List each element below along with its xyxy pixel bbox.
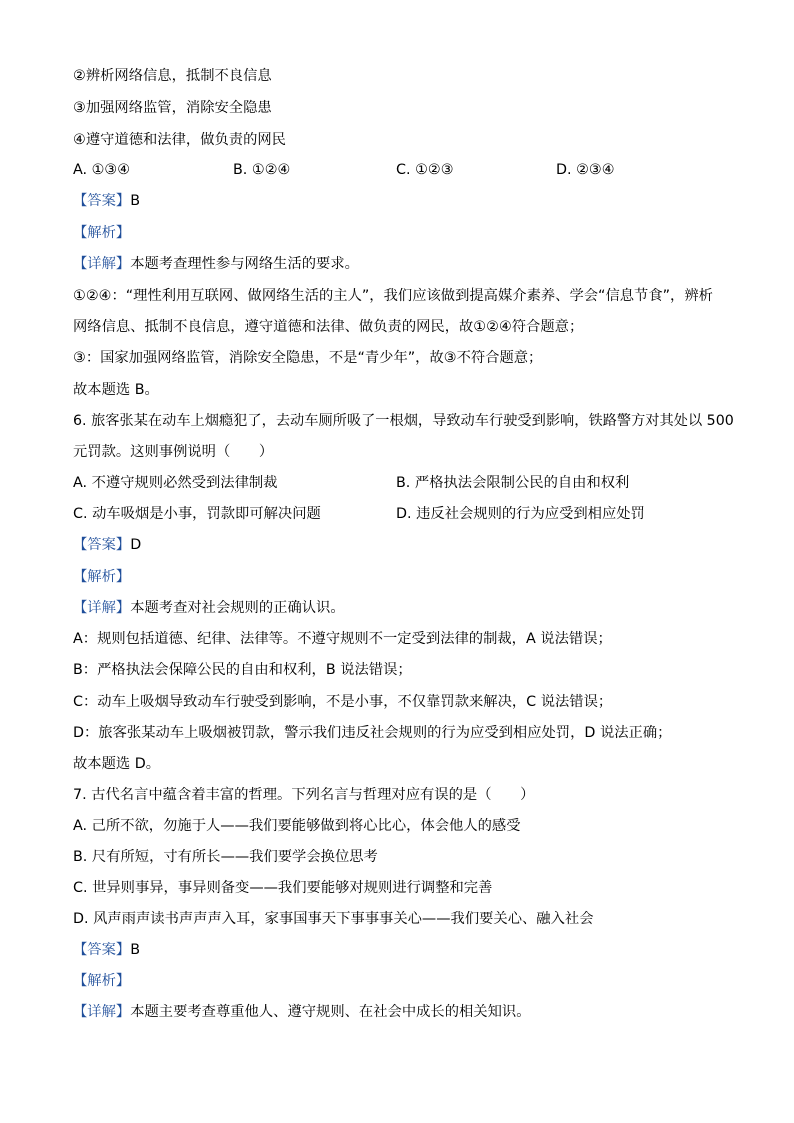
detail-label: 【详解】 bbox=[73, 1004, 131, 1020]
q6-stem: 元罚款。这则事例说明（ ） bbox=[73, 444, 274, 460]
q5-analysis-label: 【解析】 bbox=[73, 225, 131, 241]
q6-stem: 6. 旅客张某在动车上烟瘾犯了，去动车厕所吸了一根烟，导致动车行驶受到影响，铁路警方对其处以 500 bbox=[73, 413, 734, 429]
detail-label: 【详解】 bbox=[73, 256, 131, 272]
q6-option-a: A. 不遵守规则必然受到法律制裁 bbox=[73, 475, 278, 491]
q7-option-b: B. 尺有所短，寸有所长——我们要学会换位思考 bbox=[73, 849, 378, 865]
q5-option-c: C. ①②③ bbox=[396, 162, 454, 178]
q5-option-d: D. ②③④ bbox=[556, 162, 615, 178]
q7-option-d: D. 风声雨声读书声声声入耳，家事国事天下事事事关心——我们要关心、融入社会 bbox=[73, 911, 594, 927]
q7-answer-line bbox=[73, 940, 140, 960]
q6-conclusion: 故本题选 D。 bbox=[73, 756, 161, 772]
answer-value: B bbox=[130, 942, 140, 958]
q5-explanation-line: 网络信息、抵制不良信息，遵守道德和法律、做负责的网民，故①②④符合题意； bbox=[73, 319, 584, 335]
q7-option-c: C. 世异则事异，事异则备变——我们要能够对规则进行调整和完善 bbox=[73, 880, 493, 896]
q6-detail-line bbox=[73, 598, 345, 618]
q5-item-3: ③加强网络监管，消除安全隐患 bbox=[73, 100, 272, 116]
q6-explanation-line: B：严格执法会保障公民的自由和权利，B 说法错误； bbox=[73, 662, 412, 678]
q6-option-c: C. 动车吸烟是小事，罚款即可解决问题 bbox=[73, 506, 321, 522]
detail-text: 本题考查理性参与网络生活的要求。 bbox=[130, 256, 359, 272]
q7-option-a: A. 己所不欲，勿施于人——我们要能够做到将心比心，体会他人的感受 bbox=[73, 818, 521, 834]
q6-analysis-label: 【解析】 bbox=[73, 569, 131, 585]
q7-detail-line bbox=[73, 1002, 531, 1022]
detail-text: 本题主要考查尊重他人、遵守规则、在社会中成长的相关知识。 bbox=[130, 1004, 531, 1020]
q6-option-b: B. 严格执法会限制公民的自由和权利 bbox=[396, 475, 630, 491]
q6-answer-line bbox=[73, 535, 141, 555]
answer-label: 【答案】 bbox=[73, 537, 131, 553]
q5-item-4: ④遵守道德和法律，做负责的网民 bbox=[73, 132, 286, 148]
answer-label: 【答案】 bbox=[73, 942, 131, 958]
detail-label: 【详解】 bbox=[73, 600, 131, 616]
detail-text: 本题考查对社会规则的正确认识。 bbox=[130, 600, 345, 616]
q6-explanation-line: C：动车上吸烟导致动车行驶受到影响，不是小事，不仅靠罚款来解决，C 说法错误； bbox=[73, 694, 613, 710]
q6-explanation-line: A：规则包括道德、纪律、法律等。不遵守规则不一定受到法律的制裁，A 说法错误； bbox=[73, 631, 612, 647]
q5-conclusion: 故本题选 B。 bbox=[73, 382, 159, 398]
q5-option-a: A. ①③④ bbox=[73, 162, 131, 178]
q5-detail-line bbox=[73, 254, 359, 274]
q5-item-2: ②辨析网络信息，抵制不良信息 bbox=[73, 68, 272, 84]
q7-stem: 7. 古代名言中蕴含着丰富的哲理。下列名言与哲理对应有误的是（ ） bbox=[73, 787, 535, 803]
answer-value: D bbox=[130, 537, 142, 553]
q5-explanation-line: ①②④：“理性利用互联网、做网络生活的主人”，我们应该做到提高媒介素养、学会“信息节食”，辨析 bbox=[73, 288, 713, 304]
answer-label: 【答案】 bbox=[73, 193, 131, 209]
answer-value: B bbox=[130, 193, 140, 209]
q5-option-b: B. ①②④ bbox=[233, 162, 291, 178]
q5-explanation-line: ③：国家加强网络监管，消除安全隐患，不是“青少年”，故③不符合题意； bbox=[73, 350, 543, 366]
q6-option-d: D. 违反社会规则的行为应受到相应处罚 bbox=[396, 506, 645, 522]
q6-explanation-line: D：旅客张某动车上吸烟被罚款，警示我们违反社会规则的行为应受到相应处罚，D 说法正确； bbox=[73, 725, 672, 741]
q5-answer-line bbox=[73, 191, 140, 211]
q7-analysis-label: 【解析】 bbox=[73, 973, 131, 989]
